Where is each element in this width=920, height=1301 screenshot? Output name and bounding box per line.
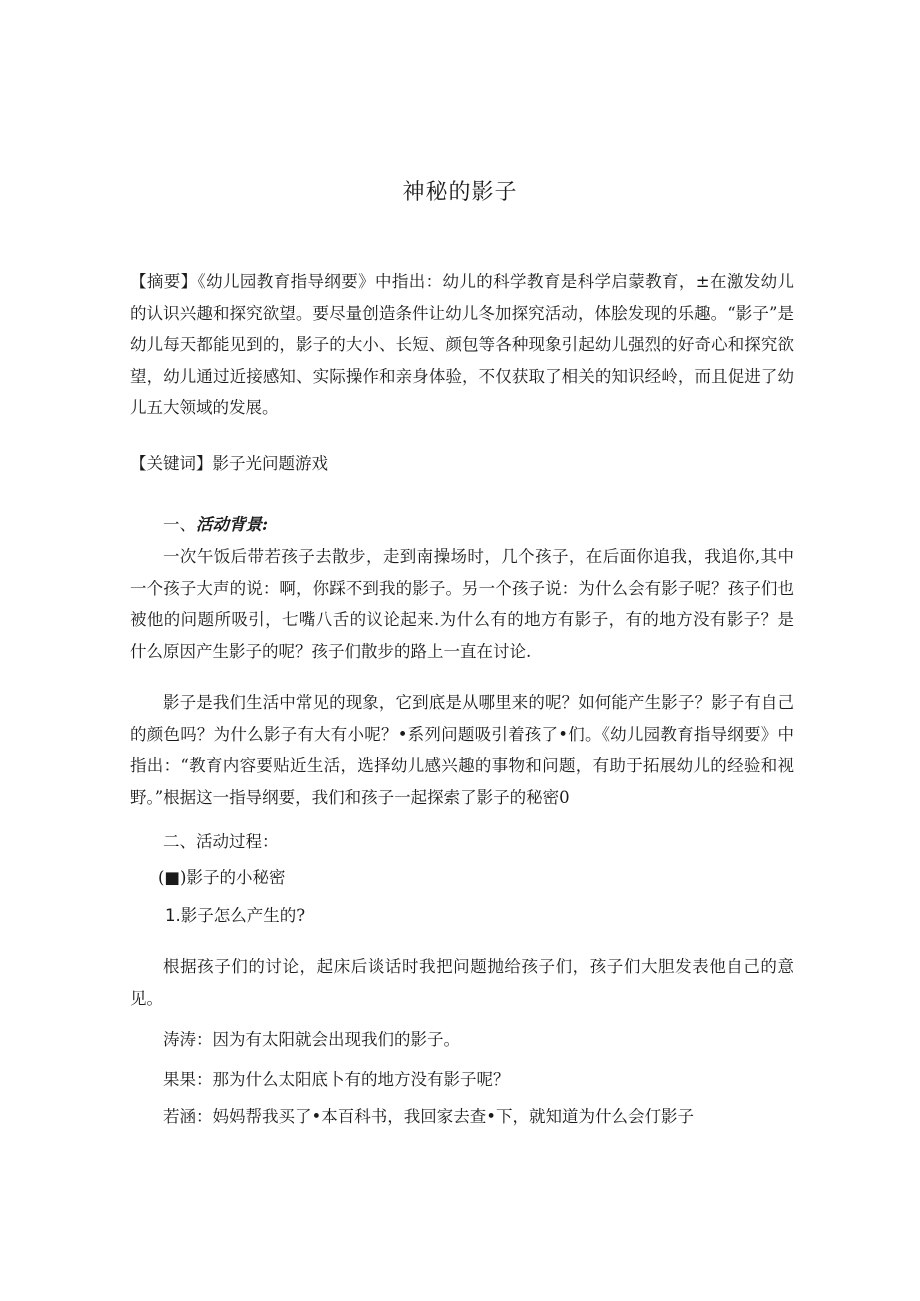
dialogue-line: 涛涛：因为有太阳就会出现我们的影子。 bbox=[163, 1030, 460, 1049]
background-paragraph-1: 一次午饭后带若孩子去散步，走到南操场时，几个孩子，在后面你追我，我追你,其中一个孩子大声的说：啊，你踩不到我的影子。另一个孩子说：为什么会有影子呢？孩子们也被他的问题所吸引，七嘴八舌的议论起来.为什么有的地方有影子，有的地方没有影子？是什么原因产生影子的呢？孩子们散步的路上一直在讨论. bbox=[130, 547, 794, 661]
section-1-heading bbox=[130, 509, 827, 541]
section-2-heading: 二、活动过程： bbox=[163, 832, 279, 851]
question-number: 1. bbox=[165, 906, 181, 925]
question-heading bbox=[165, 900, 829, 932]
section-1-title: 活动背景: bbox=[196, 515, 269, 534]
keywords-line: 【关键词】影子光问题游戏 bbox=[130, 454, 328, 473]
background-paragraph-2: 影子是我们生活中常见的现象，它到底是从哪里来的呢？如何能产生影子？影子有自己的颜色吗？为什么影子有大有小呢？•系列问题吸引着孩了•们。《幼儿园教育指导纲要》中指出：“教育内容要贴近生活，选择幼儿感兴趣的事物和问题，有助于拓展幼儿的经验和视野。”根据这一指导纲要，我们和孩子一起探索了影子的秘密0 bbox=[130, 693, 794, 807]
question-text: 影子怎么产生的? bbox=[180, 906, 306, 925]
dialogue-line: 若涵：妈妈帮我买了•本百科书，我回家去查•下，就知道为什么会仃影子 bbox=[163, 1107, 694, 1126]
question-intro-paragraph: 根据孩子们的讨论，起床后谈话时我把问题抛给孩子们，孩子们大胆发表他自己的意见。 bbox=[130, 957, 794, 1008]
abstract-paragraph: 【摘要】《幼儿园教育指导纲要》中指出：幼儿的科学教育是科学启蒙教育，±在激发幼儿的认识兴趣和探究欲望。要尽量创造条件让幼儿冬加探究活动，体脍发现的乐趣。“影子”是幼儿每天都能见到的，影子的大小、长短、颜包等各种现象引起幼儿强烈的好奇心和探究欲望，幼儿通过近接感知、实际操作和亲身体验，不仅获取了相关的知识经岭，而且促进了幼儿五大领域的发展。 bbox=[130, 272, 794, 417]
subsection-heading: (■)影子的小秘密 bbox=[158, 868, 286, 887]
dialogue-line: 果果：那为什么太阳底卜有的地方没有影子呢？ bbox=[163, 1070, 510, 1089]
page-title: 神秘的影子 bbox=[402, 180, 518, 205]
section-1-number: 一、 bbox=[163, 515, 196, 534]
